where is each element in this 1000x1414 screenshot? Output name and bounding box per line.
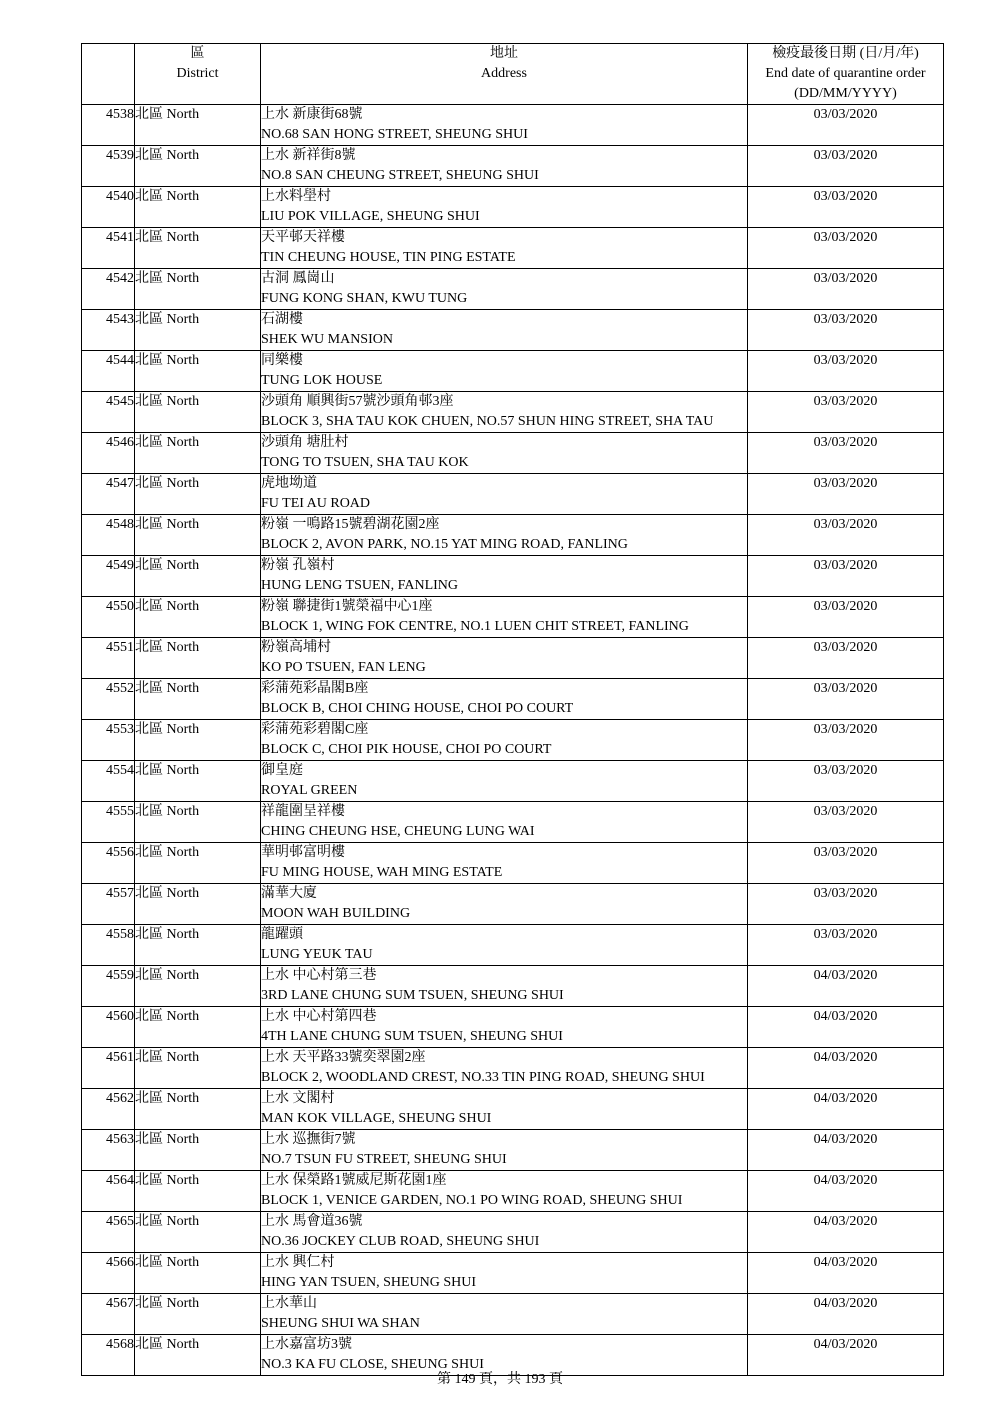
row-district: 北區 North [135,1007,261,1048]
table-row [82,310,944,351]
row-district: 北區 North [135,228,261,269]
row-address-zh: 彩蒲苑彩碧閣C座 [261,722,369,737]
row-district: 北區 North [135,966,261,1007]
row-address-en: TONG TO TSUEN, SHA TAU KOK [261,455,469,470]
row-address [261,597,748,638]
row-district: 北區 North [135,1089,261,1130]
header-date-format: (DD/MM/YYYY) [794,86,897,101]
header-district-en: District [176,66,219,81]
row-number: 4555 [82,802,135,843]
row-number: 4541 [82,228,135,269]
table-row [82,105,944,146]
row-address-en: BLOCK C, CHOI PIK HOUSE, CHOI PO COURT [261,742,552,757]
row-quarantine-end-date: 03/03/2020 [748,146,944,187]
row-quarantine-end-date: 03/03/2020 [748,474,944,515]
row-address-en: NO.3 KA FU CLOSE, SHEUNG SHUI [261,1357,484,1372]
row-quarantine-end-date: 04/03/2020 [748,966,944,1007]
row-address-zh: 石湖樓 [261,312,303,327]
row-number: 4547 [82,474,135,515]
row-quarantine-end-date: 04/03/2020 [748,1089,944,1130]
row-number: 4565 [82,1212,135,1253]
row-quarantine-end-date: 04/03/2020 [748,1253,944,1294]
row-number: 4548 [82,515,135,556]
table-row [82,269,944,310]
row-address-en: BLOCK 2, AVON PARK, NO.15 YAT MING ROAD, FANLING [261,537,628,552]
row-number: 4540 [82,187,135,228]
row-address-en: BLOCK 1, WING FOK CENTRE, NO.1 LUEN CHIT STREET, FANLING [261,619,689,634]
row-address-en: MOON WAH BUILDING [261,906,411,921]
row-address [261,146,748,187]
row-quarantine-end-date: 03/03/2020 [748,761,944,802]
row-address-zh: 滿華大廈 [261,886,317,901]
table-row [82,1007,944,1048]
quarantine-address-table [81,43,944,1376]
table-row [82,515,944,556]
row-quarantine-end-date: 03/03/2020 [748,351,944,392]
header-address-zh: 地址 [490,46,518,61]
row-quarantine-end-date: 03/03/2020 [748,679,944,720]
row-number: 4546 [82,433,135,474]
row-district: 北區 North [135,392,261,433]
row-number: 4554 [82,761,135,802]
row-address-zh: 上水料壆村 [261,189,331,204]
row-district: 北區 North [135,1171,261,1212]
table-header-row [82,44,944,105]
row-address [261,392,748,433]
row-address-zh: 上水 保榮路1號威尼斯花園1座 [261,1173,447,1188]
row-address-zh: 沙頭角 塘肚村 [261,435,349,450]
row-number: 4564 [82,1171,135,1212]
table-row [82,187,944,228]
row-address-zh: 沙頭角 順興街57號沙頭角邨3座 [261,394,454,409]
row-address-zh: 粉嶺高埔村 [261,640,331,655]
table-row [82,884,944,925]
header-address-en: Address [481,66,527,81]
row-address [261,105,748,146]
row-address [261,1171,748,1212]
row-number: 4544 [82,351,135,392]
row-district: 北區 North [135,1048,261,1089]
row-quarantine-end-date: 03/03/2020 [748,597,944,638]
row-address [261,966,748,1007]
table-row [82,1089,944,1130]
row-address-zh: 上水 新康街68號 [261,107,363,122]
row-address [261,269,748,310]
row-address-en: FU TEI AU ROAD [261,496,371,511]
row-district: 北區 North [135,597,261,638]
row-address-en: FU MING HOUSE, WAH MING ESTATE [261,865,503,880]
table-row [82,392,944,433]
row-district: 北區 North [135,843,261,884]
row-address [261,187,748,228]
row-quarantine-end-date: 03/03/2020 [748,720,944,761]
row-quarantine-end-date: 03/03/2020 [748,228,944,269]
header-date-en: End date of quarantine order [765,66,926,81]
row-quarantine-end-date: 03/03/2020 [748,843,944,884]
row-address-en: NO.36 JOCKEY CLUB ROAD, SHEUNG SHUI [261,1234,540,1249]
row-number: 4566 [82,1253,135,1294]
row-district: 北區 North [135,269,261,310]
row-address-zh: 御皇庭 [261,763,303,778]
table-row [82,351,944,392]
row-number: 4553 [82,720,135,761]
row-number: 4562 [82,1089,135,1130]
table-row [82,1294,944,1335]
row-district: 北區 North [135,146,261,187]
header-date-zh: 檢疫最後日期 (日/月/年) [772,46,919,61]
row-district: 北區 North [135,187,261,228]
row-quarantine-end-date: 03/03/2020 [748,433,944,474]
row-address [261,1253,748,1294]
table-row [82,966,944,1007]
row-address-en: NO.8 SAN CHEUNG STREET, SHEUNG SHUI [261,168,539,183]
row-district: 北區 North [135,515,261,556]
table-row [82,761,944,802]
row-address-en: SHEUNG SHUI WA SHAN [261,1316,420,1331]
row-address-zh: 粉嶺 一鳴路15號碧湖花園2座 [261,517,440,532]
row-district: 北區 North [135,761,261,802]
row-address [261,679,748,720]
row-address [261,1089,748,1130]
row-district: 北區 North [135,925,261,966]
table-row [82,679,944,720]
row-district: 北區 North [135,1294,261,1335]
row-quarantine-end-date: 03/03/2020 [748,515,944,556]
row-address-zh: 上水 中心村第四巷 [261,1009,377,1024]
row-number: 4563 [82,1130,135,1171]
table-row [82,1130,944,1171]
table-row [82,925,944,966]
row-address [261,720,748,761]
row-number: 4557 [82,884,135,925]
row-quarantine-end-date: 03/03/2020 [748,925,944,966]
row-address-en: FUNG KONG SHAN, KWU TUNG [261,291,468,306]
row-address [261,1130,748,1171]
row-address [261,1212,748,1253]
header-address [261,44,748,105]
table-row [82,843,944,884]
row-address [261,433,748,474]
row-quarantine-end-date: 03/03/2020 [748,884,944,925]
row-quarantine-end-date: 03/03/2020 [748,105,944,146]
row-quarantine-end-date: 04/03/2020 [748,1294,944,1335]
row-quarantine-end-date: 03/03/2020 [748,802,944,843]
table-row [82,1253,944,1294]
row-district: 北區 North [135,310,261,351]
row-number: 4558 [82,925,135,966]
row-address-zh: 華明邨富明樓 [261,845,345,860]
row-district: 北區 North [135,556,261,597]
row-address-zh: 上水 中心村第三巷 [261,968,377,983]
row-district: 北區 North [135,1335,261,1376]
row-address-en: LUNG YEUK TAU [261,947,373,962]
row-number: 4542 [82,269,135,310]
row-address-zh: 上水 新祥街8號 [261,148,356,163]
row-district: 北區 North [135,638,261,679]
row-district: 北區 North [135,433,261,474]
row-address-en: 3RD LANE CHUNG SUM TSUEN, SHEUNG SHUI [261,988,564,1003]
table-row [82,597,944,638]
row-address-zh: 龍躍頭 [261,927,303,942]
table-row [82,1048,944,1089]
row-address [261,843,748,884]
table-row [82,1171,944,1212]
row-district: 北區 North [135,802,261,843]
row-address-en: TUNG LOK HOUSE [261,373,383,388]
row-address [261,351,748,392]
row-number: 4559 [82,966,135,1007]
row-address-zh: 上水 興仁村 [261,1255,335,1270]
table-row [82,638,944,679]
table-row [82,1212,944,1253]
table-row [82,720,944,761]
row-number: 4567 [82,1294,135,1335]
row-address-en: 4TH LANE CHUNG SUM TSUEN, SHEUNG SHUI [261,1029,563,1044]
row-address-en: CHING CHEUNG HSE, CHEUNG LUNG WAI [261,824,535,839]
row-quarantine-end-date: 03/03/2020 [748,556,944,597]
row-address-en: ROYAL GREEN [261,783,358,798]
table-row [82,433,944,474]
row-address-zh: 粉嶺 孔嶺村 [261,558,335,573]
row-address-en: LIU POK VILLAGE, SHEUNG SHUI [261,209,480,224]
header-date [748,44,944,105]
row-number: 4538 [82,105,135,146]
row-address-zh: 上水嘉富坊3號 [261,1337,352,1352]
row-number: 4552 [82,679,135,720]
row-address-zh: 祥龍圍呈祥樓 [261,804,345,819]
row-number: 4556 [82,843,135,884]
row-address-en: BLOCK B, CHOI CHING HOUSE, CHOI PO COURT [261,701,574,716]
row-number: 4549 [82,556,135,597]
row-address-en: BLOCK 2, WOODLAND CREST, NO.33 TIN PING ROAD, SHEUNG SHUI [261,1070,705,1085]
table-row [82,474,944,515]
row-quarantine-end-date: 04/03/2020 [748,1130,944,1171]
row-address-en: HING YAN TSUEN, SHEUNG SHUI [261,1275,477,1290]
row-number: 4545 [82,392,135,433]
row-address-en: MAN KOK VILLAGE, SHEUNG SHUI [261,1111,492,1126]
row-number: 4539 [82,146,135,187]
row-district: 北區 North [135,1253,261,1294]
row-address [261,474,748,515]
row-address [261,802,748,843]
row-district: 北區 North [135,351,261,392]
header-number [82,44,135,105]
row-address-zh: 上水 天平路33號奕翠園2座 [261,1050,426,1065]
row-number: 4568 [82,1335,135,1376]
row-district: 北區 North [135,720,261,761]
row-address [261,925,748,966]
row-quarantine-end-date: 04/03/2020 [748,1212,944,1253]
row-quarantine-end-date: 03/03/2020 [748,187,944,228]
row-address-zh: 古洞 鳳崗山 [261,271,335,286]
row-address-zh: 上水華山 [261,1296,317,1311]
row-address-zh: 彩蒲苑彩晶閣B座 [261,681,369,696]
row-quarantine-end-date: 04/03/2020 [748,1171,944,1212]
table-row [82,802,944,843]
table-row [82,228,944,269]
row-address-en: NO.7 TSUN FU STREET, SHEUNG SHUI [261,1152,507,1167]
row-number: 4561 [82,1048,135,1089]
row-address [261,556,748,597]
row-address-zh: 粉嶺 聯捷街1號榮福中心1座 [261,599,433,614]
row-number: 4543 [82,310,135,351]
row-quarantine-end-date: 04/03/2020 [748,1007,944,1048]
row-address-zh: 上水 文閣村 [261,1091,335,1106]
row-district: 北區 North [135,105,261,146]
page-number-footer: 第 149 頁，共 193 頁 [437,1372,563,1387]
table-row [82,146,944,187]
row-address-en: BLOCK 1, VENICE GARDEN, NO.1 PO WING ROAD, SHEUNG SHUI [261,1193,683,1208]
row-address [261,1007,748,1048]
row-district: 北區 North [135,1212,261,1253]
row-address-zh: 上水 馬會道36號 [261,1214,363,1229]
row-number: 4551 [82,638,135,679]
row-address-en: NO.68 SAN HONG STREET, SHEUNG SHUI [261,127,528,142]
row-address [261,1048,748,1089]
row-number: 4550 [82,597,135,638]
row-address [261,1294,748,1335]
row-address-zh: 天平邨天祥樓 [261,230,345,245]
row-address [261,228,748,269]
row-address-en: HUNG LENG TSUEN, FANLING [261,578,459,593]
row-address [261,761,748,802]
row-address-en: TIN CHEUNG HOUSE, TIN PING ESTATE [261,250,516,265]
header-district [135,44,261,105]
row-quarantine-end-date: 04/03/2020 [748,1048,944,1089]
row-address-en: SHEK WU MANSION [261,332,393,347]
row-quarantine-end-date: 03/03/2020 [748,638,944,679]
header-district-zh: 區 [190,46,205,61]
row-address [261,638,748,679]
row-quarantine-end-date: 03/03/2020 [748,269,944,310]
row-address-en: BLOCK 3, SHA TAU KOK CHUEN, NO.57 SHUN HING STREET, SHA TAU [261,414,714,429]
row-address-en: KO PO TSUEN, FAN LENG [261,660,426,675]
row-address-zh: 上水 巡撫街7號 [261,1132,356,1147]
row-district: 北區 North [135,679,261,720]
row-district: 北區 North [135,884,261,925]
row-district: 北區 North [135,474,261,515]
row-quarantine-end-date: 03/03/2020 [748,310,944,351]
row-address-zh: 同樂樓 [261,353,303,368]
row-quarantine-end-date: 03/03/2020 [748,392,944,433]
row-district: 北區 North [135,1130,261,1171]
row-address [261,884,748,925]
row-address [261,310,748,351]
row-address [261,515,748,556]
row-quarantine-end-date: 04/03/2020 [748,1335,944,1376]
row-address-zh: 虎地坳道 [261,476,317,491]
table-row [82,556,944,597]
row-number: 4560 [82,1007,135,1048]
